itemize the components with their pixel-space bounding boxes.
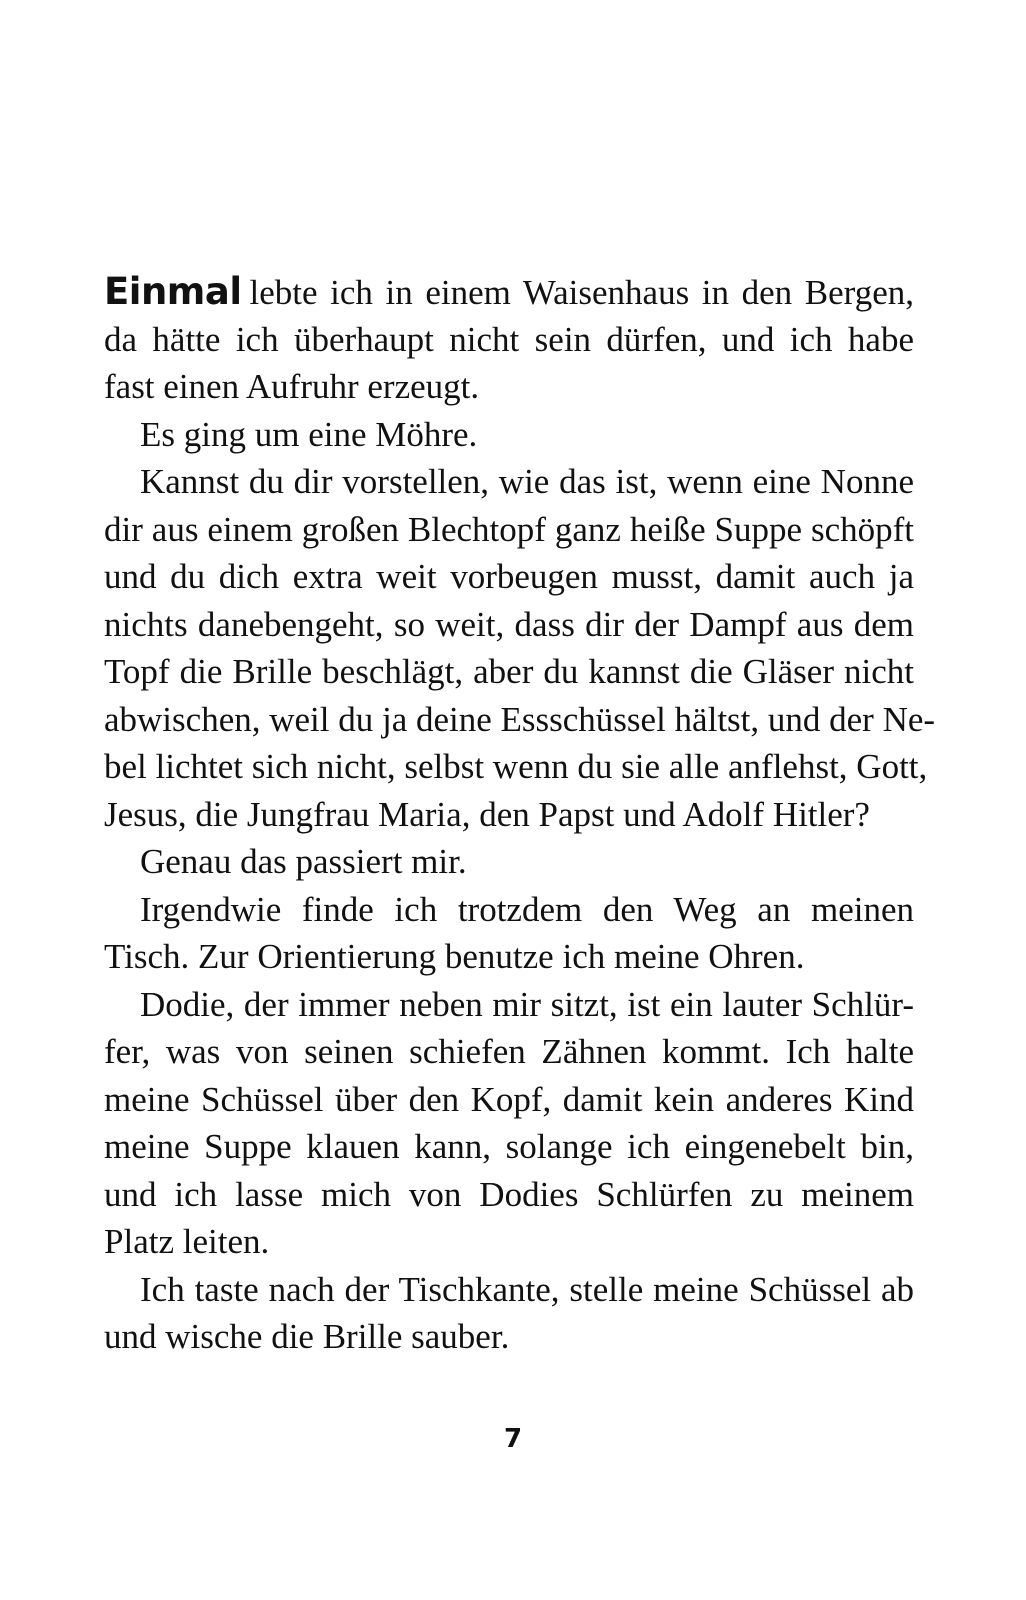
- page-number: 7: [503, 1424, 523, 1454]
- text-line: fast einen Aufruhr erzeugt.: [104, 367, 480, 406]
- line-text: lebte ich in einem Waisenhaus in den Bergen,: [249, 273, 914, 312]
- text-line: Topf die Brille beschlägt, aber du kannst die Gläser nicht: [104, 652, 914, 691]
- text-line: Es ging um eine Möhre.: [140, 414, 478, 454]
- text-line: Kannst du dir vorstellen, wie das ist, wenn eine Nonne: [140, 462, 914, 501]
- text-line: fer, was von seinen schiefen Zähnen kommt. Ich halte: [104, 1032, 914, 1071]
- text-line: Platz leiten.: [104, 1222, 270, 1261]
- text-line: und du dich extra weit vorbeugen musst, damit auch ja: [104, 557, 914, 596]
- text-line: da hätte ich überhaupt nicht sein dürfen, und ich habe: [104, 319, 914, 359]
- text-line: Tisch. Zur Orientierung benutze ich meine Ohren.: [104, 937, 805, 976]
- text-line: Irgendwie finde ich trotzdem den Weg an meinen: [140, 889, 914, 929]
- text-line: meine Suppe klauen kann, solange ich eingenebelt bin,: [104, 1127, 914, 1166]
- text-line: Genau das passiert mir.: [140, 842, 467, 881]
- body-text: [104, 268, 936, 1361]
- text-line: Dodie, der immer neben mir sitzt, ist ein lauter Schlür-: [140, 984, 914, 1024]
- text-line: und ich lasse mich von Dodies Schlürfen zu meinem: [104, 1174, 914, 1214]
- text-line: [104, 268, 914, 316]
- text-line: meine Schüssel über den Kopf, damit kein anderes Kind: [104, 1079, 914, 1119]
- text-line: bel lichtet sich nicht, selbst wenn du sie alle anflehst, Gott,: [104, 747, 928, 786]
- text-line: Ich taste nach der Tischkante, stelle meine Schüssel ab: [140, 1269, 914, 1309]
- text-line: dir aus einem großen Blechtopf ganz heiße Suppe schöpft: [104, 509, 914, 549]
- text-line: Jesus, die Jungfrau Maria, den Papst und Adolf Hitler?: [104, 794, 870, 834]
- text-line: abwischen, weil du ja deine Essschüssel hältst, und der Ne-: [104, 699, 936, 739]
- text-line: nichts danebengeht, so weit, dass dir der Dampf aus dem: [104, 604, 914, 644]
- text-line: und wische die Brille sauber.: [104, 1317, 510, 1356]
- lead-word: Einmal: [104, 270, 242, 313]
